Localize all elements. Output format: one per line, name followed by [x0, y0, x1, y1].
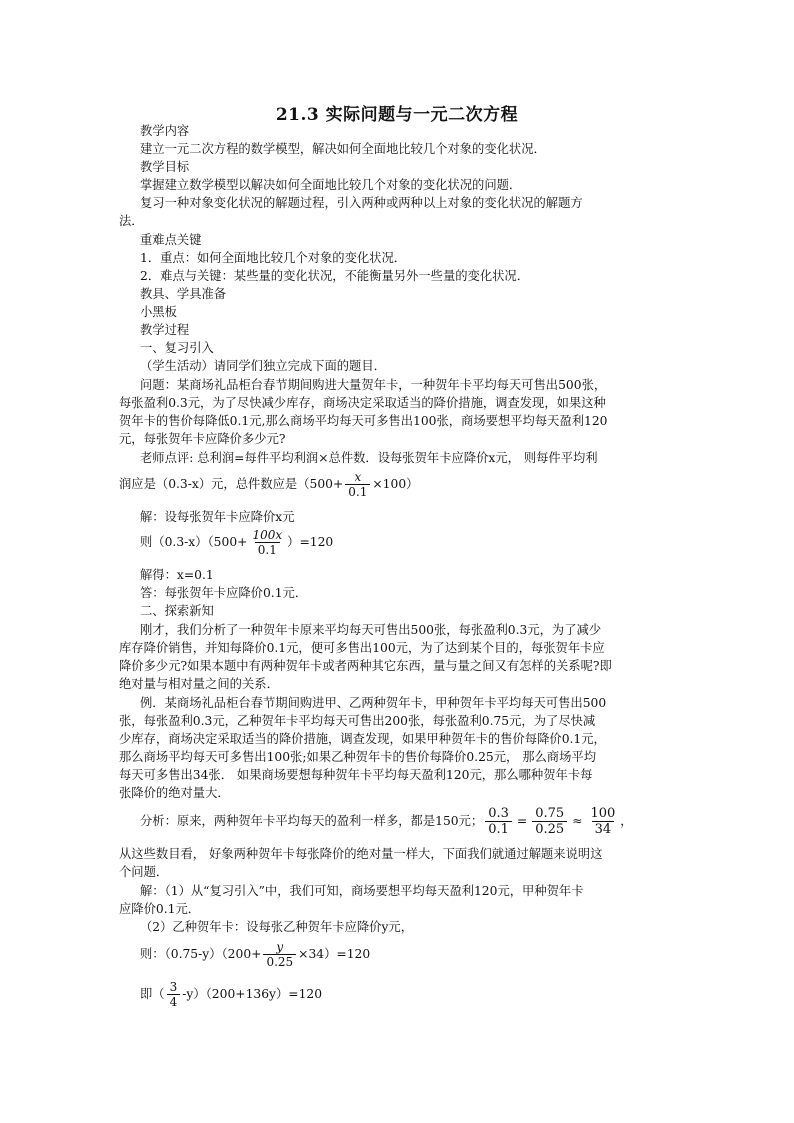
goal-text-2-cont: 法．	[119, 214, 144, 228]
analysis-line-1	[140, 806, 633, 837]
goal-text-1: 掌握建立数学模型以解决如何全面地比较几个对象的变化状况的问题．	[140, 178, 522, 192]
fraction-numerator: 100	[590, 806, 616, 821]
fraction-y-over-0-25	[263, 940, 296, 969]
equation-post: -y）（200+136y）=120	[182, 987, 323, 1001]
solution-1-equation	[140, 528, 333, 557]
solution-2-line-1: 解：（1）从“复习引入”中，我们可知，商场要想平均每天盈利120元，甲种贺年卡	[140, 884, 584, 898]
fraction-denominator: 0.25	[263, 954, 296, 969]
fraction-denominator: 0.25	[532, 821, 567, 837]
fraction-3-over-4	[167, 980, 181, 1009]
example-line-5: 每天可多售出34张． 如果商场要想每种贺年卡平均每天盈利120元，那么哪种贺年卡每	[119, 768, 593, 782]
analysis-line-3: 个问题．	[119, 865, 169, 879]
solution-2-line-3: （2）乙种贺年卡：设每张乙种贺年卡应降价y元，	[140, 920, 414, 934]
section-heading-key: 重难点关键	[140, 233, 202, 247]
fraction-0-3-over-0-1	[485, 806, 512, 837]
fraction-denominator: 0.1	[485, 821, 512, 837]
explore-line-4: 绝对量与相对量之间的关系．	[119, 677, 279, 691]
tools-text: 小黑板	[140, 305, 177, 319]
section-heading-explore: 二、探索新知	[140, 604, 214, 618]
example-line-2: 张，每张盈利0.3元，乙种贺年卡平均每天可售出200张，每张盈利0.75元，为了尽快减	[119, 714, 596, 728]
example-line-6: 张降价的绝对量大．	[119, 786, 230, 800]
fraction-denominator: 34	[592, 821, 615, 837]
fraction-numerator: x	[354, 470, 362, 484]
fraction-numerator: y	[276, 940, 284, 954]
explore-line-3: 降价多少元?如果本题中有两种贺年卡或者两种其它东西，量与量之间又有怎样的关系呢?即	[119, 659, 612, 673]
page-title: 21.3 实际问题与一元二次方程	[275, 105, 519, 125]
solution-2-line-2: 应降价0.1元．	[119, 902, 201, 916]
solution-2-equation-2	[140, 980, 322, 1009]
comment-line-2	[119, 470, 418, 499]
fraction-numerator: 3	[169, 980, 178, 994]
analysis-line-2: 从这些数目看， 好象两种贺年卡每张降价的绝对量一样大，下面我们就通过解题来说明这	[119, 847, 603, 861]
section-heading-content: 教学内容	[140, 124, 190, 138]
problem-line-2: 每张盈利0.3元，为了尽快减少库存，商场决定采取适当的降价措施，调查发现，如果这种	[119, 396, 606, 410]
problem-line-4: 元，每张贺年卡应降价多少元?	[119, 432, 286, 446]
example-line-3: 少库存，商场决定采取适当的降价措施，调查发现，如果甲种贺年卡的售价每降价0.1元，	[119, 732, 606, 746]
section-heading-process: 教学过程	[140, 323, 190, 337]
analysis-comma: ，	[620, 814, 633, 828]
fraction-numerator: 0.75	[535, 806, 565, 821]
fraction-0-75-over-0-25	[532, 806, 567, 837]
fraction-x-over-0-1	[345, 470, 370, 499]
fraction-100x-over-0-1	[249, 528, 285, 557]
solution-1-line-1: 解：设每张贺年卡应降价x元	[140, 510, 295, 524]
comment-line-2-pre: 润应是（0.3-x）元，总件数应是（500+	[119, 477, 344, 491]
fraction-denominator: 4	[167, 994, 181, 1009]
equals-sign: =	[516, 814, 528, 828]
equation-post: ×34）=120	[298, 947, 371, 961]
section-heading-goal: 教学目标	[140, 160, 190, 174]
analysis-text: 分析：原来，两种贺年卡平均每天的盈利一样多，都是150元；	[140, 814, 484, 828]
fraction-denominator: 0.1	[345, 484, 370, 499]
goal-text-2: 复习一种对象变化状况的解题过程，引入两种或两种以上对象的变化状况的解题方	[140, 196, 583, 210]
problem-line-3: 贺年卡的售价每降低0.1元,那么商场平均每天可多售出100张，商场要想平均每天盈利120	[119, 414, 608, 428]
section-heading-review: 一、复习引入	[140, 341, 214, 355]
content-text: 建立一元二次方程的数学模型，解决如何全面地比较几个对象的变化状况．	[140, 142, 546, 156]
section-heading-tools: 教具、学具准备	[140, 287, 227, 301]
activity-text: （学生活动）请同学们独立完成下面的题目．	[140, 359, 386, 373]
key-point-1: 1．重点：如何全面地比较几个对象的变化状况．	[140, 251, 407, 265]
solution-2-equation-1	[140, 940, 370, 969]
equation-post: ）=120	[287, 535, 334, 549]
problem-line-1: 问题：某商场礼品柜台春节期间购进大量贺年卡，一种贺年卡平均每天可售出500张，	[140, 378, 607, 392]
approx-sign: ≈	[572, 814, 583, 828]
fraction-numerator: 0.3	[488, 806, 509, 821]
example-line-4: 那么商场平均每天可多售出100张;如果乙种贺年卡的售价每降价0.25元， 那么商场平均	[119, 750, 596, 764]
fraction-numerator: 100x	[252, 528, 283, 542]
key-point-2: 2．难点与关键：某些量的变化状况，不能衡量另外一些量的变化状况．	[140, 269, 530, 283]
solution-1-answer: 答：每张贺年卡应降价0.1元．	[140, 586, 308, 600]
equation-pre: 则（0.3-x）（500+	[140, 535, 248, 549]
comment-line-2-post: ×100）	[372, 477, 419, 491]
comment-line-1: 老师点评: 总利润=每件平均利润×总件数．设每张贺年卡应降价x元， 则每件平均利	[140, 451, 598, 465]
explore-line-2: 库存降价销售，并知每降价0.1元，便可多售出100元，为了达到某个目的，每张贺年卡应	[119, 641, 605, 655]
equation-pre: 即（	[140, 987, 165, 1001]
example-line-1: 例．某商场礼品柜台春节期间购进甲、乙两种贺年卡，甲种贺年卡平均每天可售出500	[140, 696, 607, 710]
explore-line-1: 刚才，我们分析了一种贺年卡原来平均每天可售出500张，每张盈利0.3元，为了减少	[140, 623, 602, 637]
fraction-denominator: 0.1	[255, 542, 280, 557]
fraction-100-over-34	[587, 806, 618, 837]
solution-1-result: 解得：x=0.1	[140, 568, 214, 582]
equation-pre: 则：（0.75-y）（200+	[140, 947, 262, 961]
